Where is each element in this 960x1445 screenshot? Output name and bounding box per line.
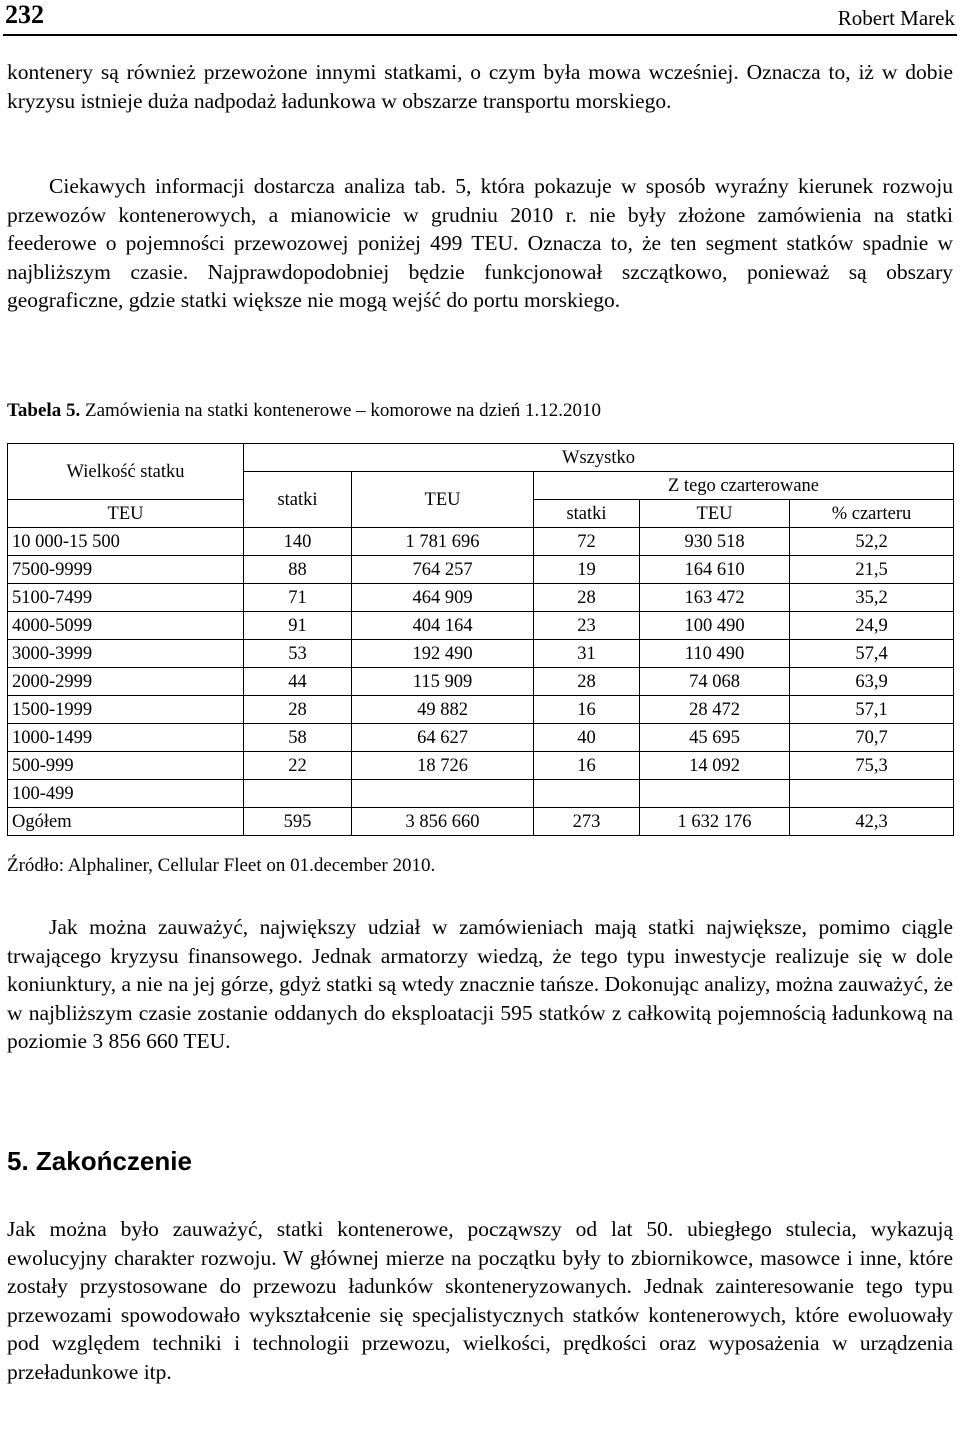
table-row <box>8 696 954 724</box>
table-cell: 500-999 <box>8 752 244 780</box>
table-cell: 163 472 <box>640 584 790 612</box>
table-cell: 3 856 660 <box>352 808 534 836</box>
table-cell: 192 490 <box>352 640 534 668</box>
table-cell: 23 <box>534 612 640 640</box>
table-row <box>8 528 954 556</box>
table-cell: 3000-3999 <box>8 640 244 668</box>
table-cell: 45 695 <box>640 724 790 752</box>
section-heading: 5. Zakończenie <box>7 1146 192 1176</box>
header-chartered-pct: % czarteru <box>790 500 954 528</box>
table-body <box>8 528 954 836</box>
table-cell: 42,3 <box>790 808 954 836</box>
table-cell: 24,9 <box>790 612 954 640</box>
table-cell: 930 518 <box>640 528 790 556</box>
table-row <box>8 724 954 752</box>
header-chartered-ships: statki <box>534 500 640 528</box>
table-cell: 115 909 <box>352 668 534 696</box>
table-cell: 40 <box>534 724 640 752</box>
table-cell: 28 <box>534 668 640 696</box>
table-cell: 28 <box>244 696 352 724</box>
table-cell: 57,4 <box>790 640 954 668</box>
table-cell: 70,7 <box>790 724 954 752</box>
table-cell: 52,2 <box>790 528 954 556</box>
table-row <box>8 808 954 836</box>
table-cell: 75,3 <box>790 752 954 780</box>
after-table-paragraph-text: Jak można zauważyć, największy udział w zamówieniach mają statki największe, pomimo ciągle trwającego kryzysu finansowego. Jednak armatorzy wiedzą, że tego typu inwestycje realizuje się w dole koniunktury, a nie na jej górze, gdyż statki są wtedy znacznie tańsze. Dokonując analizy, można zauważyć, że w najbliższym czasie zostanie oddanych do eksploatacji 595 statków z całkowitą pojemnością ładunkową na poziomie 3 856 660 TEU. <box>7 915 953 1054</box>
table-cell: 63,9 <box>790 668 954 696</box>
table-row <box>8 556 954 584</box>
intro-paragraph-2-text: Ciekawych informacji dostarcza analiza tab. 5, która pokazuje w sposób wyraźny kierunek rozwoju przewozów kontenerowych, a mianowicie w grudniu 2010 r. nie były złożone zamówienia na statki feederowe o pojemności przewozowej poniżej 499 TEU. Oznacza to, że ten segment statków spadnie w najbliższym czasie. Najprawdopodobniej będzie funkcjonował szczątkowo, ponieważ są obszary geograficzne, gdzie statki większe nie mogą wejść do portu morskiego. <box>7 174 953 313</box>
table-cell: 7500-9999 <box>8 556 244 584</box>
table-cell: 1000-1499 <box>8 724 244 752</box>
table-cell: 464 909 <box>352 584 534 612</box>
header-all: Wszystko <box>244 444 954 472</box>
intro-paragraph-1: kontenery są również przewożone innymi statkami, o czym była mowa wcześniej. Oznacza to, iż w dobie kryzysu istnieje duża nadpodaż ładunkowa w obszarze transportu morskiego. <box>7 60 953 113</box>
table-cell: 764 257 <box>352 556 534 584</box>
table-cell: 10 000-15 500 <box>8 528 244 556</box>
table-cell: 5100-7499 <box>8 584 244 612</box>
table-source: Źródło: Alphaliner, Cellular Fleet on 01.december 2010. <box>7 855 436 876</box>
table-cell: 57,1 <box>790 696 954 724</box>
table-cell: 28 <box>534 584 640 612</box>
table-cell: 49 882 <box>352 696 534 724</box>
table-cell: 164 610 <box>640 556 790 584</box>
header-size-unit: TEU <box>8 500 244 528</box>
table-row <box>8 752 954 780</box>
table-row <box>8 612 954 640</box>
conclusion-paragraph: Jak można było zauważyć, statki kontenerowe, począwszy od lat 50. ubiegłego stulecia, wykazują ewolucyjny charakter rozwoju. W głównej mierze na początku były to zbiornikowce, masowce i inne, które zostały przystosowane do przewozu ładunków skonteneryzowanych. Jednak zainteresowanie tego typu przewozami spowodowało wykształcenie się specjalistycznych statków kontenerowych, które ewoluowały pod względem techniki i technologii przewozu, wielkości, prędkości oraz wyposażenia w urządzenia przeładunkowe itp. <box>7 1217 953 1384</box>
header-chartered-teu: TEU <box>640 500 790 528</box>
table-cell: 273 <box>534 808 640 836</box>
table-row <box>8 780 954 808</box>
table-cell: 110 490 <box>640 640 790 668</box>
table-cell: 64 627 <box>352 724 534 752</box>
header-ships: statki <box>244 472 352 528</box>
table-cell: 31 <box>534 640 640 668</box>
table-cell: 91 <box>244 612 352 640</box>
table-cell: 18 726 <box>352 752 534 780</box>
table-caption <box>7 398 601 424</box>
table-header-row-1 <box>8 444 954 472</box>
orders-table <box>7 443 954 836</box>
intro-paragraph-2 <box>7 172 953 315</box>
table-cell <box>640 780 790 808</box>
table-cell: 72 <box>534 528 640 556</box>
table-cell: 71 <box>244 584 352 612</box>
table-cell: 53 <box>244 640 352 668</box>
table-cell: 100 490 <box>640 612 790 640</box>
header-teu: TEU <box>352 472 534 528</box>
table-cell <box>790 780 954 808</box>
table-cell: 100-499 <box>8 780 244 808</box>
table-cell: 1 632 176 <box>640 808 790 836</box>
table-row <box>8 584 954 612</box>
table-cell: 35,2 <box>790 584 954 612</box>
table-cell <box>352 780 534 808</box>
table-caption-label: Tabela 5. <box>7 400 81 421</box>
table-cell <box>534 780 640 808</box>
table-cell: 88 <box>244 556 352 584</box>
after-table-paragraph <box>7 913 953 1056</box>
table-row <box>8 640 954 668</box>
running-author: Robert Marek <box>837 6 955 30</box>
table-cell: 16 <box>534 696 640 724</box>
running-header <box>3 0 957 36</box>
table-cell <box>244 780 352 808</box>
table-cell: 58 <box>244 724 352 752</box>
table-cell: 44 <box>244 668 352 696</box>
table-cell: Ogółem <box>8 808 244 836</box>
table-cell: 16 <box>534 752 640 780</box>
table-cell: 4000-5099 <box>8 612 244 640</box>
table-cell: 404 164 <box>352 612 534 640</box>
table-row <box>8 668 954 696</box>
table-cell: 1 781 696 <box>352 528 534 556</box>
table-cell: 19 <box>534 556 640 584</box>
table-cell: 28 472 <box>640 696 790 724</box>
table-cell: 2000-2999 <box>8 668 244 696</box>
table-cell: 21,5 <box>790 556 954 584</box>
table-cell: 595 <box>244 808 352 836</box>
table-cell: 14 092 <box>640 752 790 780</box>
header-chartered: Z tego czarterowane <box>534 472 954 500</box>
table-cell: 1500-1999 <box>8 696 244 724</box>
table-caption-text: Zamówienia na statki kontenerowe – komorowe na dzień 1.12.2010 <box>84 400 601 421</box>
table-cell: 74 068 <box>640 668 790 696</box>
page-number: 232 <box>5 0 44 29</box>
header-ship-size: Wielkość statku <box>8 444 244 500</box>
table-cell: 140 <box>244 528 352 556</box>
table-cell: 22 <box>244 752 352 780</box>
